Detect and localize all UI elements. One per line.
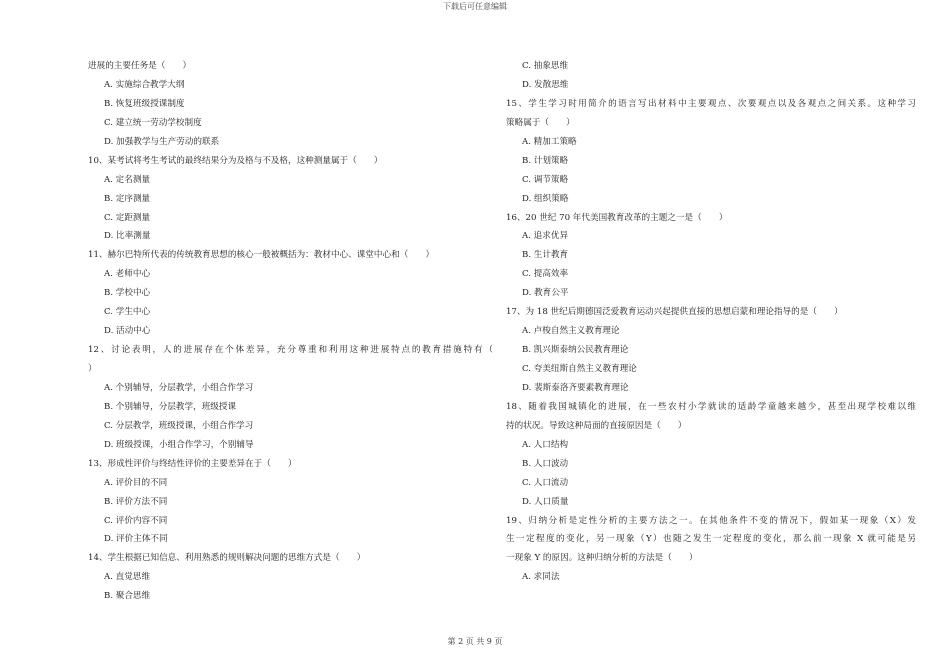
answer-option: B. 个别辅导，分层教学，班级授课	[104, 401, 237, 412]
question-stem: 一现象 Y 的原因。这种归纳分析的方法是（ ）	[506, 553, 698, 564]
question-stem: 15、学生学习时用简介的语言写出材料中主要观点、次要观点以及各观点之间关系。这种学习	[506, 98, 916, 109]
answer-option: A. 求同法	[522, 572, 560, 583]
answer-option: A. 人口结构	[522, 439, 569, 450]
answer-option: B. 评价方法不同	[104, 496, 168, 507]
answer-option: C. 建立统一劳动学校制度	[104, 117, 202, 128]
answer-option: D. 比率测量	[104, 231, 151, 242]
question-stem: 生一定程度的变化，另一现象（Y）也随之发生一定程度的变化，那么前一现象 X 就可能是另	[506, 534, 916, 545]
answer-option: C. 提高效率	[522, 269, 569, 280]
question-stem: 17、为 18 世纪后期德国泛爱教育运动兴起提供直接的思想启蒙和理论指导的是（ ）	[506, 307, 843, 318]
answer-option: C. 分层教学，班级授课，小组合作学习	[104, 420, 254, 431]
answer-option: B. 人口波动	[522, 458, 569, 469]
answer-option: D. 班级授课，小组合作学习，个别辅导	[104, 439, 254, 450]
answer-option: C. 学生中心	[104, 307, 151, 318]
question-stem: 18、随着我国城镇化的进展，在一些农村小学就读的适龄学童越来越少，甚至出现学校难以维	[506, 401, 916, 412]
answer-option: A. 直觉思维	[104, 572, 151, 583]
answer-option: C. 人口流动	[522, 477, 569, 488]
answer-option: B. 计划策略	[522, 155, 569, 166]
answer-option: D. 组织策略	[522, 193, 569, 204]
answer-option: A. 精加工策略	[522, 136, 577, 147]
question-stem: 19、归纳分析是定性分析的主要方法之一。在其他条件不变的情况下，假如某一现象（X）发	[506, 515, 916, 526]
page-number: 第 2 页 共 9 页	[447, 637, 503, 646]
answer-option: B. 恢复班级授课制度	[104, 98, 185, 109]
answer-option: C. 调节策略	[522, 174, 569, 185]
answer-option: C. 评价内容不同	[104, 515, 168, 526]
answer-option: A. 老师中心	[104, 269, 151, 280]
question-stem: 13、形成性评价与终结性评价的主要差异在于（ ）	[88, 458, 297, 469]
answer-option: C. 定距测量	[104, 212, 151, 223]
right-column	[506, 57, 916, 587]
answer-option: B. 生计教育	[522, 250, 569, 261]
answer-option: A. 定名测量	[104, 174, 151, 185]
question-stem: 策略属于（ ）	[506, 117, 575, 128]
answer-option: D. 发散思维	[522, 79, 569, 90]
answer-option: B. 聚合思维	[104, 591, 151, 602]
answer-option: C. 抽象思维	[522, 61, 569, 71]
question-stem: 11、赫尔巴特所代表的传统教育思想的核心一般被概括为：教材中心、课堂中心和（ ）	[88, 250, 435, 261]
question-stem: 10、某考试将考生考试的最终结果分为及格与不及格，这种测量属于（ ）	[88, 155, 383, 166]
answer-option: A. 追求优异	[522, 231, 569, 242]
answer-option: D. 活动中心	[104, 326, 151, 337]
question-stem: ）	[88, 364, 97, 374]
answer-option: B. 学校中心	[104, 288, 151, 299]
page-header: 下载后可任意编辑	[443, 2, 507, 11]
question-stem: 进展的主要任务是（ ）	[88, 61, 192, 71]
answer-option: A. 实施综合教学大纲	[104, 79, 185, 90]
answer-option: A. 评价目的不同	[104, 477, 168, 488]
answer-option: D. 加强教学与生产劳动的联系	[104, 136, 220, 147]
question-stem: 16、20 世纪 70 年代美国教育改革的主题之一是（ ）	[506, 212, 728, 223]
answer-option: D. 裴斯泰洛齐要素教育理论	[522, 382, 629, 393]
answer-option: C. 夸美纽斯自然主义教育理论	[522, 364, 637, 374]
answer-option: D. 评价主体不同	[104, 534, 168, 545]
answer-option: B. 定序测量	[104, 193, 151, 204]
question-stem: 持的状况。导致这种局面的直接原因是（ ）	[506, 420, 687, 431]
left-column	[88, 57, 493, 606]
question-stem: 14、学生根据已知信息、利用熟悉的规则解决问题的思维方式是（ ）	[88, 553, 366, 564]
answer-option: B. 凯兴斯泰纳公民教育理论	[522, 345, 629, 356]
answer-option: A. 卢梭自然主义教育理论	[522, 326, 620, 337]
question-stem: 12、讨论表明，人的进展存在个体差异，充分尊重和利用这种进展特点的教育措施特有（	[88, 345, 493, 356]
answer-option: A. 个别辅导，分层教学，小组合作学习	[104, 382, 254, 393]
answer-option: D. 教育公平	[522, 288, 569, 299]
answer-option: D. 人口质量	[522, 496, 569, 507]
